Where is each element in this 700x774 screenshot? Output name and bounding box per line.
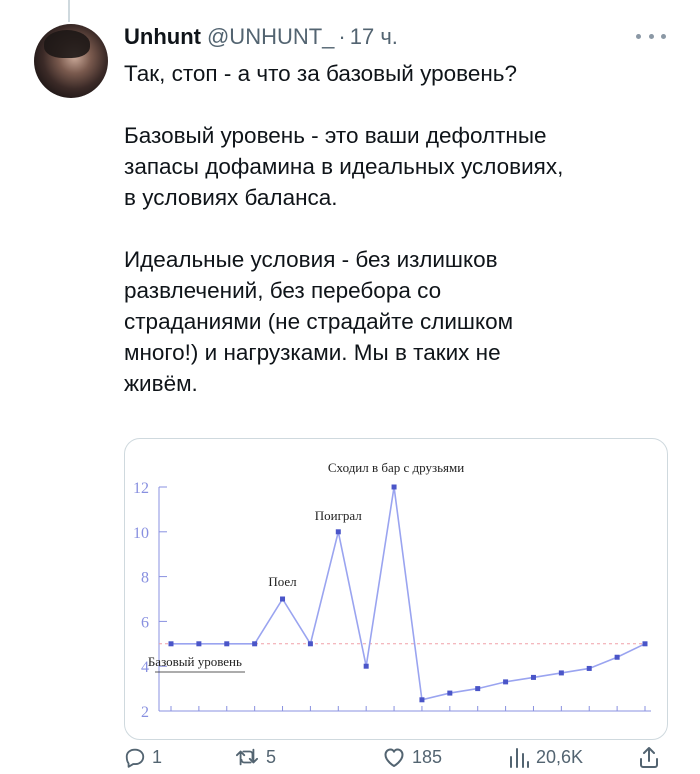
tweet-header [124, 24, 398, 54]
tweet-text-line: развлечений, без перебора со [124, 278, 442, 303]
author-name[interactable]: Unhunt [124, 24, 201, 49]
author-handle[interactable]: @UNHUNT_ [206, 24, 335, 49]
tweet-text-line: в условиях баланса. [124, 185, 338, 210]
reply-count: 1 [152, 746, 163, 767]
data-point [364, 664, 369, 669]
data-point [531, 675, 536, 680]
y-tick-label: 4 [141, 659, 149, 677]
data-point [643, 641, 648, 646]
paragraph-gap [124, 89, 664, 120]
data-point [308, 641, 313, 646]
tweet-actions [124, 742, 664, 772]
data-point [559, 670, 564, 675]
tweet-text-line: страданиями (не страдайте слишком [124, 309, 514, 334]
data-point [503, 679, 508, 684]
data-point [196, 641, 201, 646]
tweet-text-line: Базовый уровень - это ваши дефолтные [124, 123, 547, 148]
data-point [615, 655, 620, 660]
data-point [280, 597, 285, 602]
tweet-text-line: Идеальные условия - без излишков [124, 247, 498, 272]
chart-annotation: Поел [268, 574, 297, 589]
share-arrow-icon [638, 745, 660, 769]
data-point [447, 691, 452, 696]
data-point [587, 666, 592, 671]
tweet-text-line: Так, стоп - а что за базовый уровень? [124, 61, 518, 86]
thread-connector-line [68, 0, 70, 22]
chart-svg [125, 439, 667, 739]
tweet-media-chart[interactable] [124, 438, 668, 740]
tweet-text-line: живём. [124, 371, 198, 396]
y-tick-label: 6 [141, 614, 149, 632]
chart-annotation: Поиграл [314, 507, 362, 523]
retweet-count: 5 [266, 746, 277, 767]
chart-annotation: Сходил в бар с друзьями [327, 460, 465, 475]
avatar[interactable] [34, 24, 108, 98]
share-button[interactable] [638, 742, 660, 772]
data-point [392, 485, 397, 490]
views-count: 20,6K [536, 746, 584, 767]
tweet-text-line: запасы дофамина в идеальных условиях, [124, 154, 564, 179]
speech-bubble-icon [124, 746, 146, 768]
retweet-arrows-icon [234, 746, 260, 768]
views-button[interactable] [508, 742, 583, 772]
like-count: 185 [412, 746, 443, 767]
data-point [252, 641, 257, 646]
y-tick-label: 12 [133, 480, 149, 497]
paragraph-gap [124, 213, 664, 244]
retweet-button[interactable] [234, 742, 276, 772]
header-separator: · [338, 24, 346, 49]
y-tick-label: 10 [133, 524, 149, 542]
data-point [475, 686, 480, 691]
bar-chart-icon [508, 745, 530, 769]
heart-icon [382, 746, 406, 768]
tweet-timestamp[interactable]: 17 ч. [349, 24, 398, 49]
data-point [169, 641, 174, 646]
tweet-text-line: много!) и нагрузками. Мы в таких не [124, 340, 501, 365]
more-options-icon[interactable] [636, 28, 666, 44]
data-point [336, 529, 341, 534]
data-point [224, 641, 229, 646]
series-line [171, 487, 645, 700]
reply-button[interactable] [124, 742, 162, 772]
tweet-text [124, 58, 664, 399]
data-point [419, 697, 424, 702]
y-tick-label: 8 [141, 569, 149, 587]
y-tick-label: 2 [141, 704, 149, 721]
chart-annotation: Базовый уровень [147, 653, 242, 669]
like-button[interactable] [382, 742, 442, 772]
